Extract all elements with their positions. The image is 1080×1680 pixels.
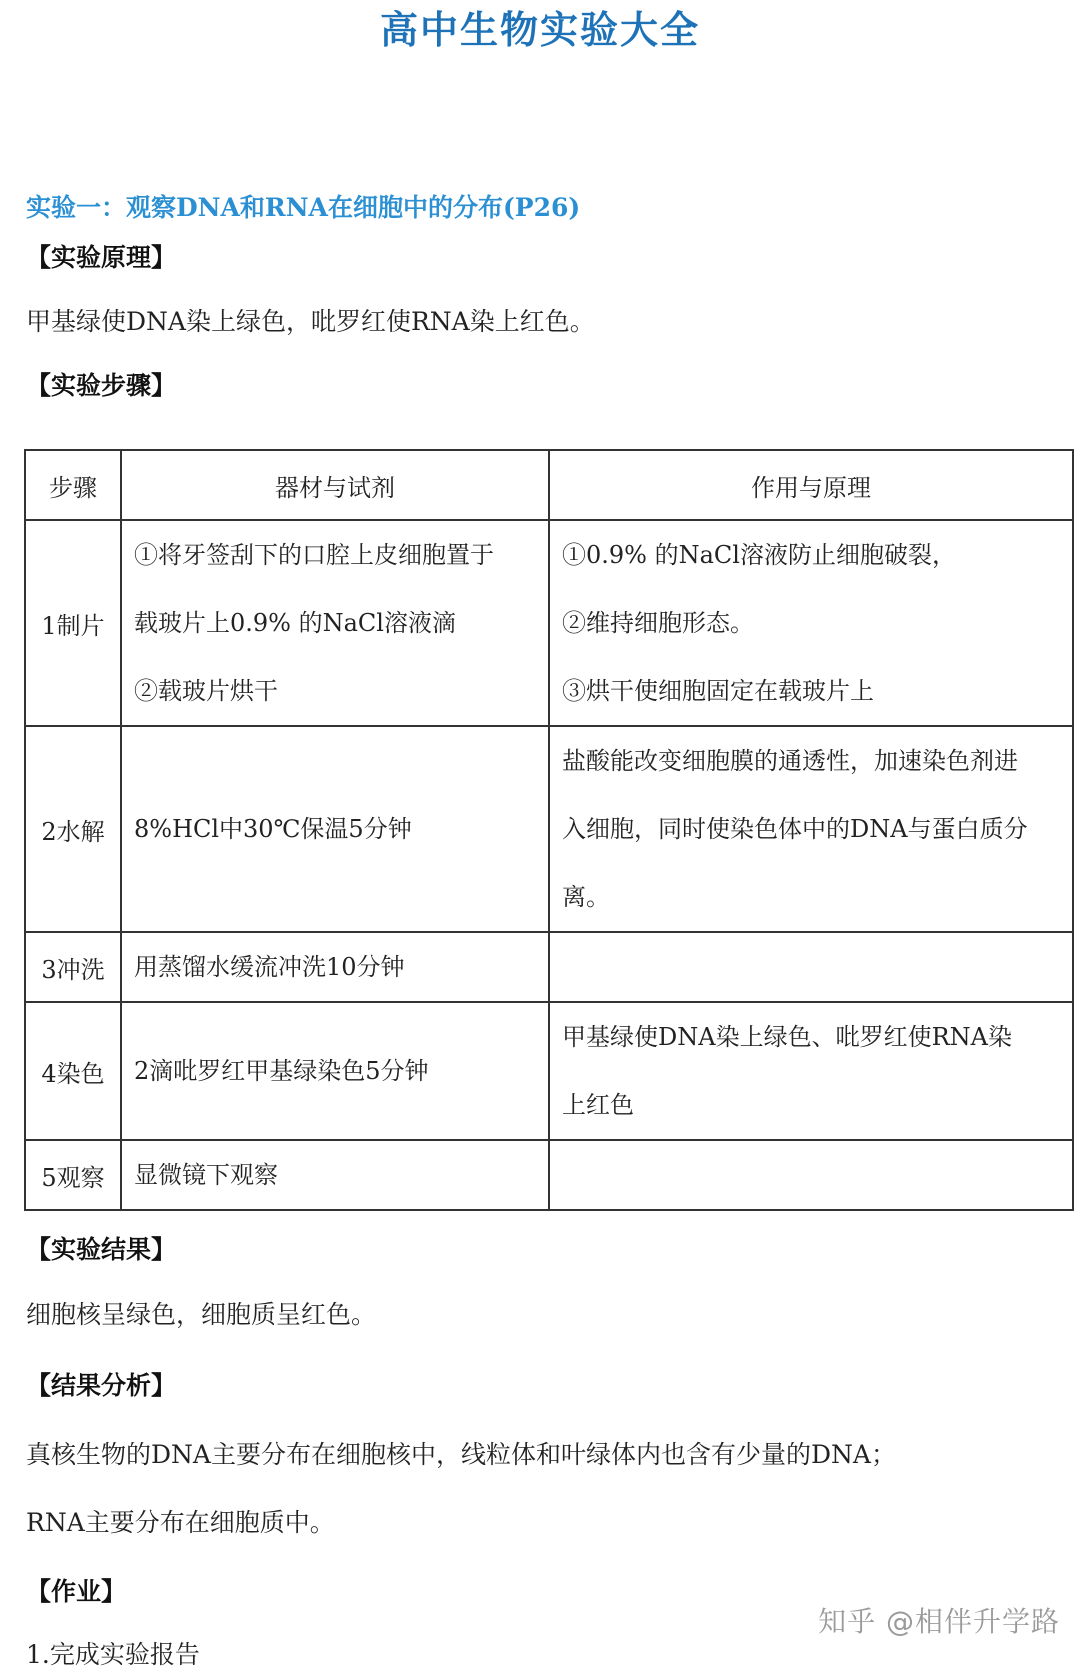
principle-heading: 【实验原理】 [26,243,177,272]
step-cell: 4染色 [25,1002,121,1140]
materials-line: 8%HCl中30℃保温5分钟 [134,815,412,843]
materials-line: 2滴吡罗红甲基绿染色5分钟 [134,1057,429,1085]
analysis-heading: 【结果分析】 [26,1371,177,1400]
materials-cell [121,520,549,726]
document-title: 高中生物实验大全 [379,8,700,52]
purpose-empty [562,1141,1060,1209]
step-cell: 5观察 [25,1140,121,1210]
header-materials: 器材与试剂 [121,450,549,520]
materials-line: ①将牙签刮下的口腔上皮细胞置于 [134,541,494,569]
experiment-title: 实验一：观察DNA和RNA在细胞中的分布(P26) [26,193,581,222]
materials-cell [121,1140,549,1210]
materials-line: 显微镜下观察 [134,1161,278,1189]
watermark-text: 知乎 @相伴升学路 [818,1605,1060,1638]
result-heading: 【实验结果】 [26,1235,177,1264]
header-purpose: 作用与原理 [549,450,1073,520]
purpose-line: ③烘干使细胞固定在载玻片上 [562,677,874,705]
homework-item-1: 1.完成实验报告 [26,1640,200,1669]
materials-cell [121,726,549,932]
purpose-line: 盐酸能改变细胞膜的通透性，加速染色剂进 [562,747,1018,775]
analysis-line-2: RNA主要分布在细胞质中。 [26,1508,335,1537]
purpose-line: 离。 [562,883,610,911]
purpose-cell [549,932,1073,1002]
steps-table [24,449,1074,1211]
materials-line: ②载玻片烘干 [134,677,278,705]
purpose-cell [549,726,1073,932]
step-cell: 1制片 [25,520,121,726]
purpose-line: 甲基绿使DNA染上绿色、吡罗红使RNA染 [562,1023,1012,1051]
step-cell: 2水解 [25,726,121,932]
homework-heading: 【作业】 [26,1577,127,1606]
purpose-line: ②维持细胞形态。 [562,609,754,637]
purpose-line: 上红色 [562,1091,634,1119]
result-text: 细胞核呈绿色，细胞质呈红色。 [26,1300,377,1329]
header-step: 步骤 [25,450,121,520]
purpose-empty [562,933,1060,1001]
materials-line: 载玻片上0.9% 的NaCl溶液滴 [134,609,456,637]
table-row [25,1002,1073,1140]
table-row [25,932,1073,1002]
steps-heading: 【实验步骤】 [26,371,177,400]
table-header-row [25,450,1073,520]
purpose-cell [549,520,1073,726]
materials-line: 用蒸馏水缓流冲洗10分钟 [134,953,405,981]
table-row [25,726,1073,932]
table-row [25,1140,1073,1210]
purpose-line: ①0.9% 的NaCl溶液防止细胞破裂， [562,541,956,569]
principle-text: 甲基绿使DNA染上绿色，吡罗红使RNA染上红色。 [26,307,595,336]
purpose-line: 入细胞，同时使染色体中的DNA与蛋白质分 [562,815,1028,843]
analysis-line-1: 真核生物的DNA主要分布在细胞核中，线粒体和叶绿体内也含有少量的DNA； [26,1440,896,1469]
materials-cell [121,932,549,1002]
purpose-cell [549,1002,1073,1140]
purpose-cell [549,1140,1073,1210]
table-row [25,520,1073,726]
step-cell: 3冲洗 [25,932,121,1002]
materials-cell [121,1002,549,1140]
